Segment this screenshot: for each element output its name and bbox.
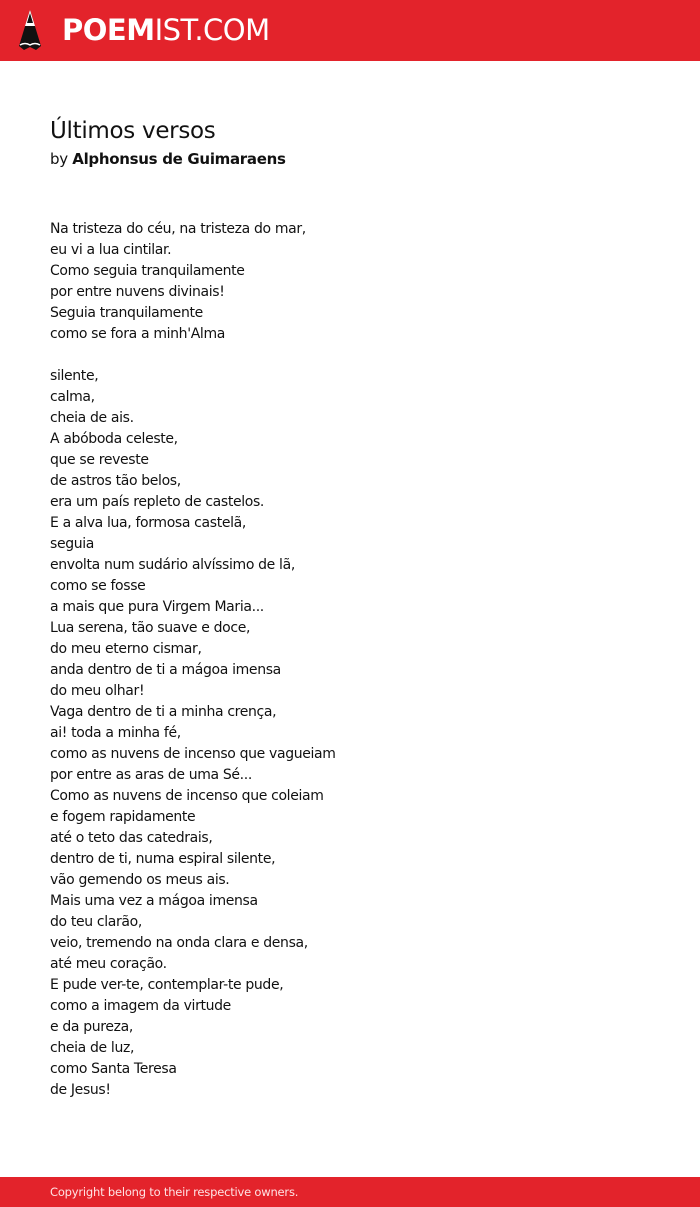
poem-line: E a alva lua, formosa castelã, — [50, 515, 246, 531]
poem-line: como a imagem da virtude — [50, 998, 231, 1014]
poem-line: Seguia tranquilamente — [50, 305, 203, 321]
poem-author: Alphonsus de Guimaraens — [72, 150, 286, 168]
poem-stanza — [50, 219, 650, 345]
by-label: by — [50, 150, 68, 168]
poem-line: E pude ver-te, contemplar-te pude, — [50, 977, 284, 993]
poem-stanza — [50, 366, 650, 1101]
poem-title: Últimos versos — [50, 118, 216, 144]
pencil-tip-icon — [18, 9, 42, 51]
logo-bold-part: POEM — [62, 13, 155, 47]
poem-line: A abóboda celeste, — [50, 431, 178, 447]
poem-line: como se fosse — [50, 578, 146, 594]
poem-line: cheia de ais. — [50, 410, 134, 426]
poem-line: Mais uma vez a mágoa imensa — [50, 893, 258, 909]
copyright-text: Copyright belong to their respective owners. — [50, 1185, 299, 1199]
poem-line: como Santa Teresa — [50, 1061, 177, 1077]
poem-line: por entre as aras de uma Sé... — [50, 767, 252, 783]
poem-line: a mais que pura Virgem Maria... — [50, 599, 264, 615]
poem-line: silente, — [50, 368, 99, 384]
poem-line: ai! toda a minha fé, — [50, 725, 181, 741]
poem-line: por entre nuvens divinais! — [50, 284, 225, 300]
poem-line: do meu olhar! — [50, 683, 145, 699]
site-header — [0, 0, 700, 61]
poem-line: que se reveste — [50, 452, 149, 468]
poem-line: de Jesus! — [50, 1082, 111, 1098]
poem-line: calma, — [50, 389, 95, 405]
poem-line: seguia — [50, 536, 95, 552]
poem-line: era um país repleto de castelos. — [50, 494, 265, 510]
poem-line: de astros tão belos, — [50, 473, 181, 489]
poem-line: Na tristeza do céu, na tristeza do mar, — [50, 221, 306, 237]
poem-line: até o teto das catedrais, — [50, 830, 213, 846]
poem-body — [50, 219, 650, 1122]
poem-line: Como as nuvens de incenso que coleiam — [50, 788, 324, 804]
poem-line: vão gemendo os meus ais. — [50, 872, 230, 888]
poem-line: Como seguia tranquilamente — [50, 263, 245, 279]
poem-line: veio, tremendo na onda clara e densa, — [50, 935, 308, 951]
poem-line: anda dentro de ti a mágoa imensa — [50, 662, 281, 678]
poem-line: eu vi a lua cintilar. — [50, 242, 172, 258]
poem-line: Lua serena, tão suave e doce, — [50, 620, 251, 636]
poem-line: até meu coração. — [50, 956, 167, 972]
poem-line: como se fora a minh'Alma — [50, 326, 225, 342]
poem-byline — [50, 148, 286, 170]
poem-line: dentro de ti, numa espiral silente, — [50, 851, 276, 867]
site-logo-text — [62, 12, 270, 48]
poem-line: envolta num sudário alvíssimo de lã, — [50, 557, 295, 573]
poem-line: cheia de luz, — [50, 1040, 135, 1056]
poem-line: e da pureza, — [50, 1019, 133, 1035]
poem-line: do teu clarão, — [50, 914, 142, 930]
site-footer — [0, 1177, 700, 1207]
poem-line: Vaga dentro de ti a minha crença, — [50, 704, 277, 720]
poem-line: e fogem rapidamente — [50, 809, 196, 825]
poem-line: como as nuvens de incenso que vagueiam — [50, 746, 336, 762]
poem-line: do meu eterno cismar, — [50, 641, 202, 657]
logo-light-part: IST.COM — [154, 13, 270, 47]
